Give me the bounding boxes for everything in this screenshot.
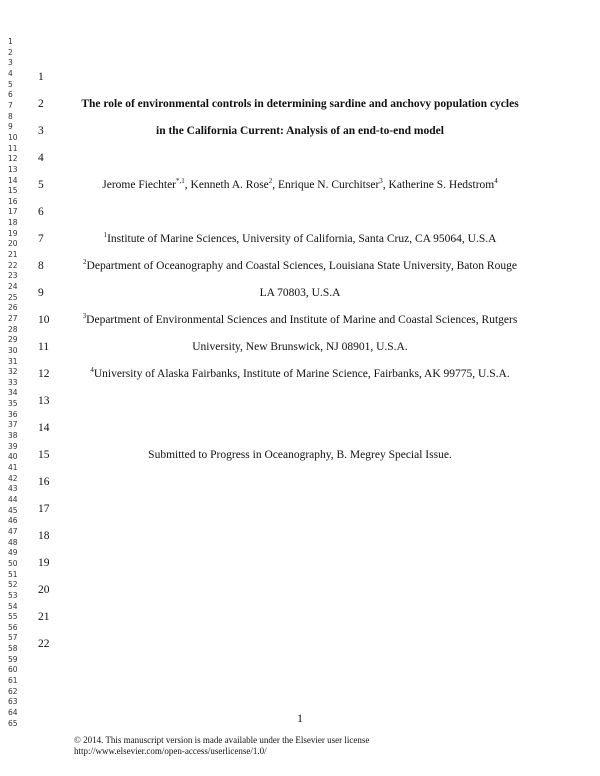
margin-number: 15 [8, 186, 18, 196]
margin-number: 27 [8, 313, 18, 323]
margin-number: 6 [8, 90, 13, 100]
line-number: 17 [38, 503, 50, 515]
title-line-1: The role of environmental controls in determining sardine and anchovy population cycles [81, 98, 519, 110]
margin-number: 38 [8, 431, 18, 441]
margin-number: 19 [8, 228, 18, 238]
margin-number: 20 [8, 239, 18, 249]
margin-number: 60 [8, 665, 18, 675]
affiliation-3-line-2: University, New Brunswick, NJ 08901, U.S.A. [192, 341, 408, 353]
affiliation-3-sup: 3 [82, 312, 87, 321]
margin-number: 37 [8, 420, 18, 430]
line-number: 15 [38, 449, 50, 461]
margin-number: 4 [8, 69, 13, 78]
line-number: 6 [38, 206, 44, 218]
margin-number: 34 [8, 388, 18, 398]
line-number: 14 [38, 422, 50, 434]
margin-number: 54 [8, 601, 18, 611]
line-number: 4 [38, 152, 44, 164]
margin-number: 49 [8, 548, 18, 558]
affiliation-4-text: University of Alaska Fairbanks, Institute of Marine Science, Fairbanks, AK 99775, U.S.A. [93, 368, 510, 380]
margin-number: 22 [8, 260, 18, 270]
margin-number: 46 [8, 516, 18, 526]
margin-number: 25 [8, 292, 18, 302]
affiliation-1 [60, 232, 540, 246]
margin-number: 30 [8, 345, 18, 355]
margin-number: 57 [8, 633, 18, 643]
margin-number: 26 [8, 303, 18, 313]
margin-number: 44 [8, 494, 18, 504]
affiliation-2-sup: 2 [83, 258, 87, 267]
margin-number: 42 [8, 473, 18, 483]
affiliation-1-sup: 1 [103, 231, 108, 240]
line-number: 20 [38, 584, 50, 596]
margin-number: 23 [8, 271, 18, 281]
line-number: 13 [38, 395, 50, 407]
margin-number: 52 [8, 580, 18, 590]
line-number: 8 [38, 260, 44, 272]
margin-number: 62 [8, 686, 18, 696]
margin-number: 18 [8, 218, 18, 228]
line-number: 16 [38, 476, 50, 488]
margin-number: 2 [8, 47, 13, 57]
margin-number: 10 [8, 132, 18, 142]
line-number: 11 [38, 341, 50, 353]
margin-number: 65 [8, 718, 18, 728]
margin-number: 8 [8, 111, 13, 121]
margin-number: 12 [8, 154, 18, 164]
author-3-sup: 3 [379, 177, 383, 186]
affiliation-3-text: Department of Environmental Sciences and Institute of Marine and Coastal Sciences, Rutgers [86, 314, 518, 326]
author-2-sup: 2 [268, 177, 273, 186]
line-number: 19 [38, 557, 50, 569]
license-url[interactable]: http://www.elsevier.com/open-access/userlicense/1.0/ [74, 746, 267, 756]
margin-number: 31 [8, 356, 18, 366]
page-number: 1 [297, 713, 303, 725]
margin-number: 21 [8, 250, 18, 259]
line-number: 21 [38, 611, 50, 623]
author-2: , Kenneth A. Rose [184, 179, 269, 191]
margin-number: 61 [8, 676, 18, 685]
title-line-2: in the California Current: Analysis of an end-to-end model [156, 125, 444, 137]
margin-number: 33 [8, 377, 18, 387]
author-4: , Katherine S. Hedstrom [382, 179, 495, 191]
line-number: 1 [38, 71, 44, 83]
affiliation-1-text: Institute of Marine Sciences, University of California, Santa Cruz, CA 95064, U.S.A [107, 233, 497, 245]
margin-number: 35 [8, 399, 18, 409]
margin-number: 1 [8, 37, 13, 46]
margin-number: 17 [8, 207, 18, 217]
line-number: 12 [38, 368, 50, 380]
margin-number: 45 [8, 505, 18, 515]
license-text: © 2014. This manuscript version is made available under the Elsevier user license [74, 735, 370, 745]
margin-number: 39 [8, 441, 18, 451]
margin-number: 41 [8, 463, 18, 472]
line-number: 5 [38, 179, 44, 191]
margin-number: 47 [8, 526, 18, 536]
margin-number: 55 [8, 612, 18, 622]
author-4-sup: 4 [494, 177, 498, 186]
margin-number: 40 [8, 452, 18, 462]
author-1: Jerome Fiechter [102, 179, 177, 191]
author-3: , Enrique N. Curchitser [272, 179, 380, 191]
line-number: 9 [38, 287, 44, 299]
margin-number: 9 [8, 122, 13, 132]
margin-number: 24 [8, 282, 18, 291]
line-number: 7 [38, 233, 44, 245]
author-1-sup: *,1 [176, 177, 185, 186]
line-number: 22 [38, 638, 50, 650]
affiliation-2-text: Department of Oceanography and Coastal Sciences, Louisiana State University, Baton Rouge [86, 260, 517, 272]
margin-number: 63 [8, 697, 18, 707]
margin-number: 56 [8, 622, 18, 632]
affiliation-2-line-1 [60, 259, 540, 273]
author-list [60, 178, 540, 192]
margin-number: 58 [8, 644, 18, 654]
margin-number: 50 [8, 558, 18, 568]
line-number: 10 [38, 314, 50, 326]
margin-number: 28 [8, 324, 18, 334]
affiliation-2-line-2: LA 70803, U.S.A [259, 287, 341, 299]
affiliation-4-sup: 4 [90, 366, 94, 375]
margin-line-numbers [0, 0, 34, 776]
margin-number: 5 [8, 79, 13, 89]
affiliation-3-line-1 [60, 313, 540, 327]
margin-number: 11 [8, 143, 18, 153]
margin-number: 16 [8, 196, 18, 206]
margin-number: 53 [8, 590, 18, 600]
margin-number: 13 [8, 164, 18, 174]
margin-number: 43 [8, 484, 18, 494]
margin-number: 14 [8, 175, 18, 185]
margin-number: 36 [8, 409, 18, 419]
margin-number: 51 [8, 569, 18, 579]
line-number: 2 [38, 98, 44, 110]
margin-number: 48 [8, 537, 18, 547]
margin-number: 29 [8, 335, 18, 345]
line-number: 18 [38, 530, 50, 542]
margin-number: 64 [8, 708, 18, 717]
margin-number: 59 [8, 654, 18, 664]
line-number: 3 [38, 125, 44, 137]
margin-number: 3 [8, 58, 13, 68]
margin-number: 32 [8, 367, 18, 377]
margin-number: 7 [8, 100, 13, 110]
submission-note: Submitted to Progress in Oceanography, B. Megrey Special Issue. [148, 449, 452, 461]
affiliation-4 [60, 367, 540, 381]
